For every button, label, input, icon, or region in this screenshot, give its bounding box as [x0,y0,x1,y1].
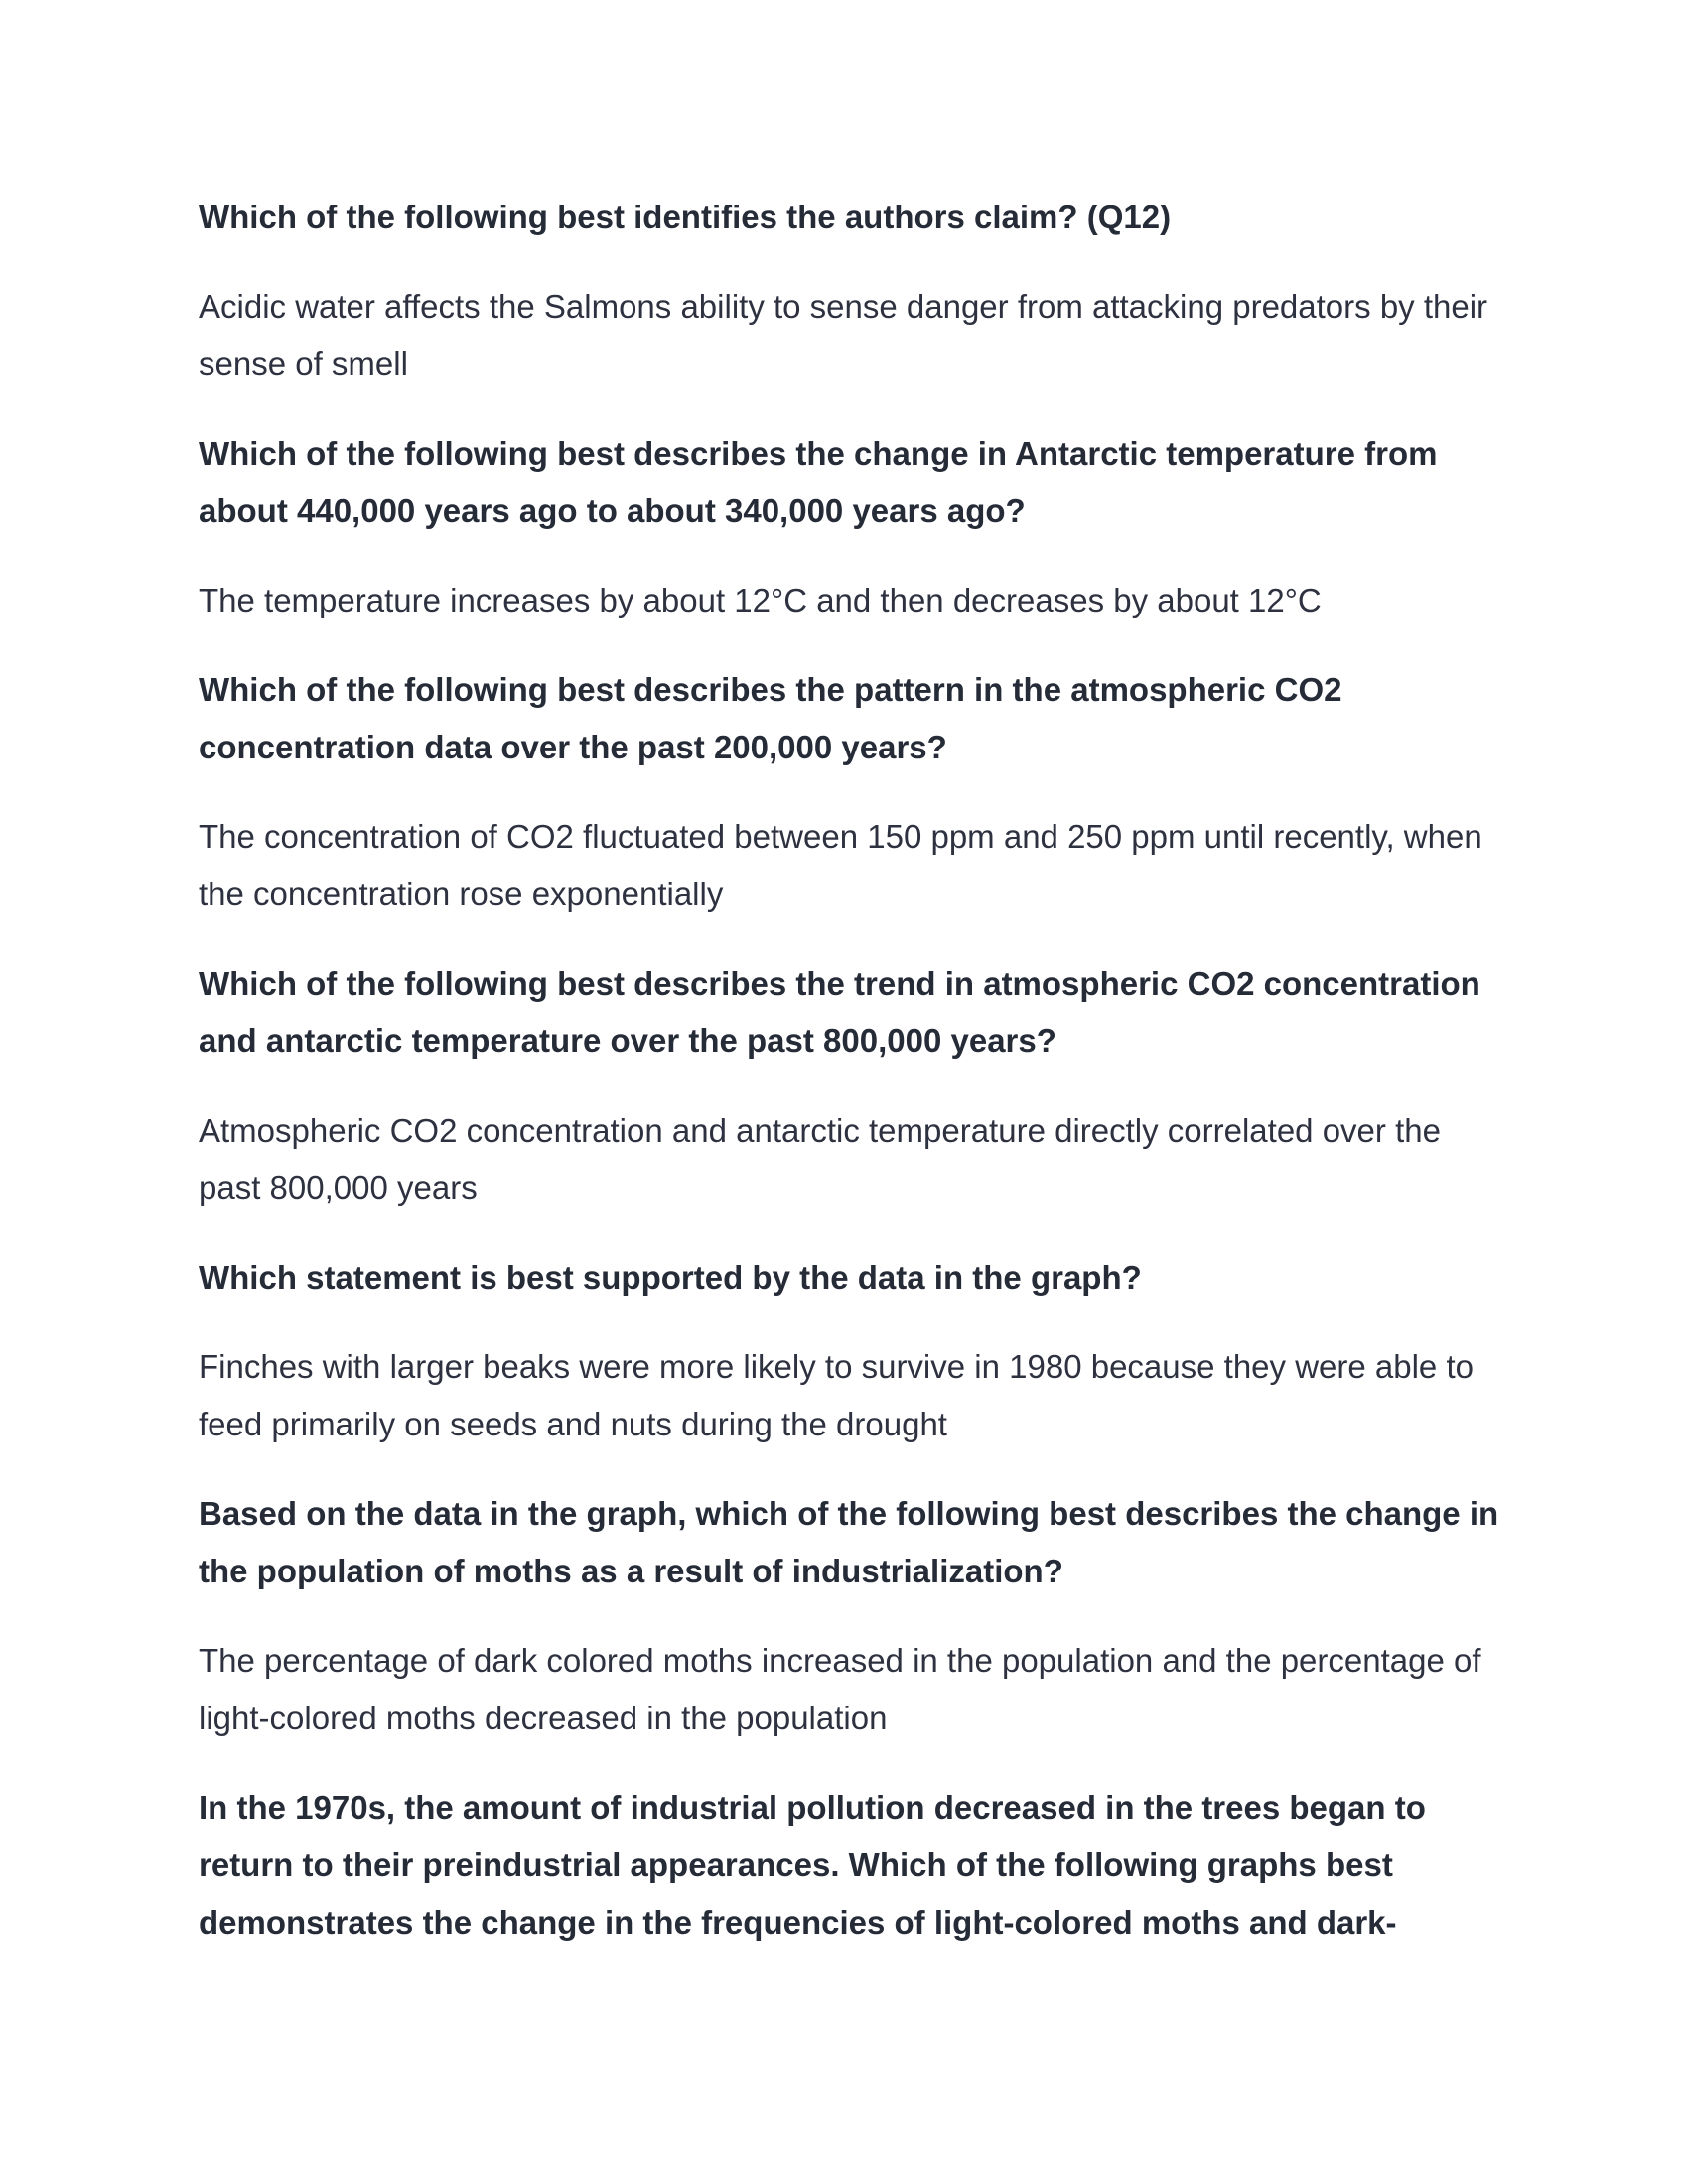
answer-text: The percentage of dark colored moths increased in the population and the percentage of light-colored moths decreased in the population [199,1642,1481,1736]
question-text: In the 1970s, the amount of industrial pollution decreased in the trees began to return to their preindustrial appearances. Which of the following graphs best demonstrates the change in the frequencies of light-colored moths and dark- [199,1789,1426,1941]
qa-item-7 [199,1779,1499,1952]
question-text: Which of the following best describes the change in Antarctic temperature from about 440,000 years ago to about 340,000 years ago? [199,435,1438,529]
answer-text: The concentration of CO2 fluctuated between 150 ppm and 250 ppm until recently, when the concentration rose exponentially [199,818,1482,912]
qa-item-5 [199,1249,1499,1453]
qa-item-3 [199,661,1499,923]
qa-item-4 [199,955,1499,1217]
answer-text: The temperature increases by about 12°C and then decreases by about 12°C [199,582,1322,618]
question-text: Which statement is best supported by the data in the graph? [199,1259,1142,1296]
document-page [199,189,1499,1983]
answer-text: Acidic water affects the Salmons ability to sense danger from attacking predators by their sense of smell [199,288,1488,382]
question-text: Which of the following best describes the trend in atmospheric CO2 concentration and antarctic temperature over the past 800,000 years? [199,965,1480,1059]
question-text: Based on the data in the graph, which of the following best describes the change in the population of moths as a result of industrialization? [199,1495,1499,1589]
qa-item-2 [199,425,1499,629]
qa-item-1 [199,189,1499,393]
question-text: Which of the following best identifies the authors claim? (Q12) [199,199,1172,235]
answer-text: Atmospheric CO2 concentration and antarctic temperature directly correlated over the past 800,000 years [199,1112,1441,1206]
answer-text: Finches with larger beaks were more likely to survive in 1980 because they were able to feed primarily on seeds and nuts during the drought [199,1348,1474,1442]
qa-item-6 [199,1485,1499,1747]
question-text: Which of the following best describes the pattern in the atmospheric CO2 concentration data over the past 200,000 years? [199,671,1342,765]
